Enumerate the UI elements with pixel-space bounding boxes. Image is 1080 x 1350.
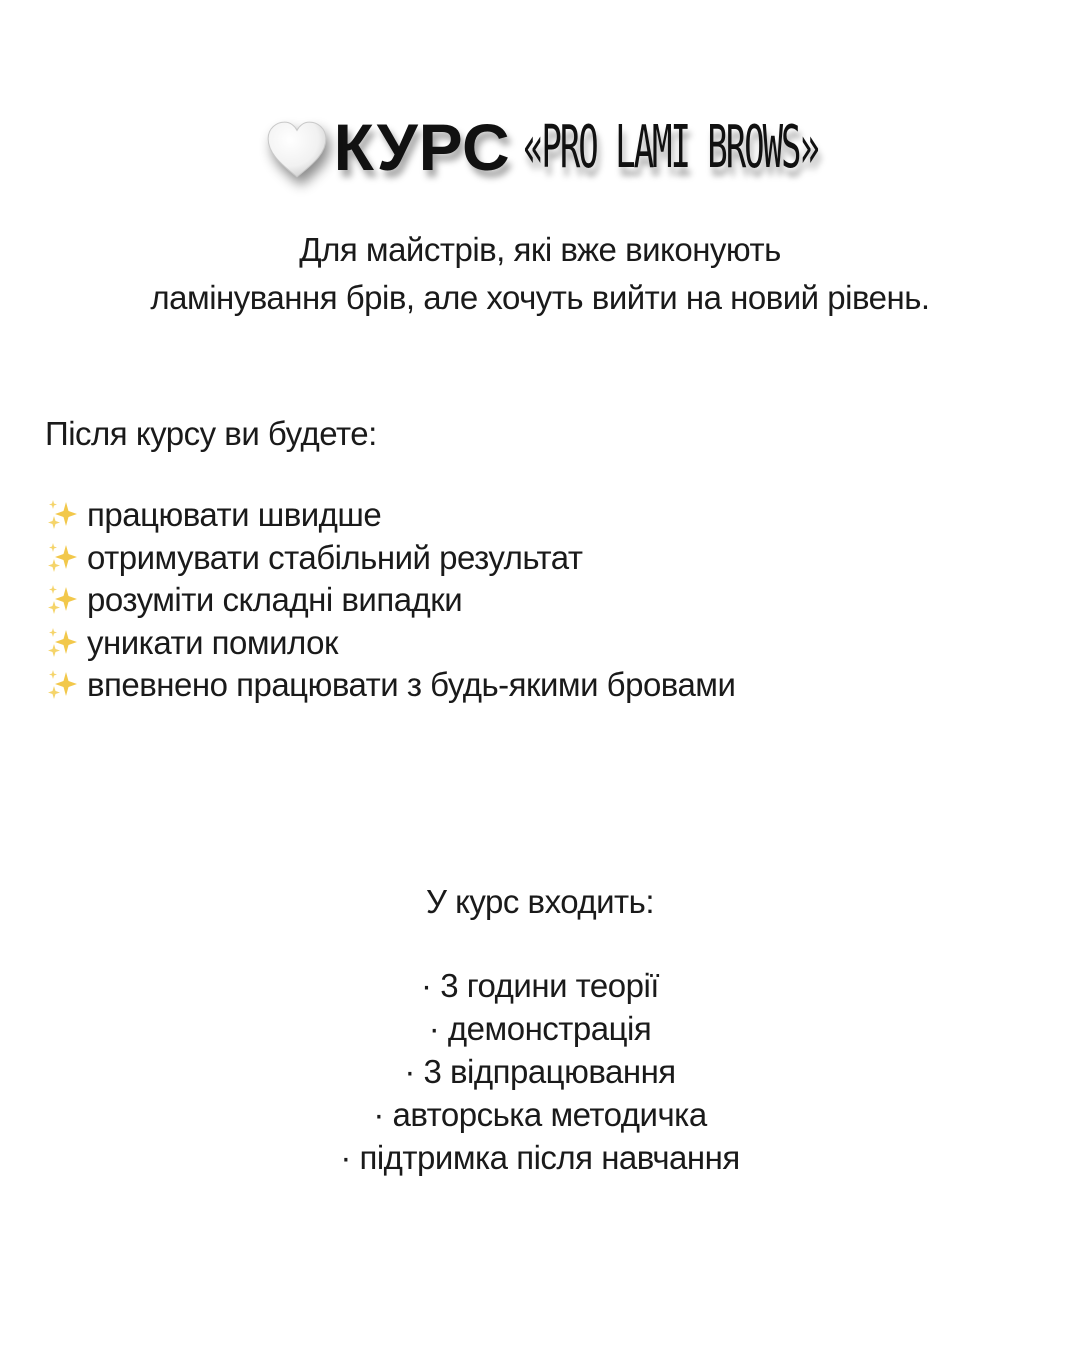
benefit-text: працювати швидше	[87, 496, 382, 533]
intro-line-2: ламінування брів, але хочуть вийти на новий рівень.	[150, 279, 930, 316]
benefit-text: уникати помилок	[87, 623, 338, 661]
after-course-heading: Після курсу ви будете:	[45, 415, 377, 452]
intro-text	[0, 226, 1080, 322]
list-item	[45, 622, 735, 665]
list-item	[45, 537, 735, 580]
title-main: КУРС	[333, 110, 511, 184]
list-item	[45, 664, 735, 707]
sparkles-icon	[45, 498, 79, 532]
includes-heading: У курс входить:	[425, 883, 655, 920]
sparkles-icon	[45, 541, 79, 575]
benefit-text: отримувати стабільний результат	[87, 538, 583, 576]
list-item: · 3 години теорії	[421, 967, 659, 1004]
benefit-text: розуміти складні випадки	[87, 581, 463, 618]
sparkles-icon	[45, 668, 79, 702]
includes-list	[0, 964, 1080, 1179]
intro-line-1: Для майстрів, які вже виконують	[299, 231, 781, 268]
title-subtitle: «PRO LAMI BROWS»	[522, 112, 818, 182]
list-item	[45, 494, 735, 537]
list-item: · демонстрація	[428, 1010, 652, 1047]
course-title	[0, 92, 1080, 202]
sparkles-icon	[45, 626, 79, 660]
benefit-text: впевнено працювати з будь-якими бровами	[87, 666, 736, 703]
list-item: · підтримка після навчання	[340, 1139, 740, 1176]
list-item: · авторська методичка	[373, 1096, 707, 1133]
sparkles-icon	[45, 583, 79, 617]
benefits-list	[45, 494, 735, 707]
list-item	[45, 579, 735, 622]
list-item: · 3 відпрацювання	[404, 1053, 676, 1090]
white-heart-icon	[264, 119, 330, 181]
